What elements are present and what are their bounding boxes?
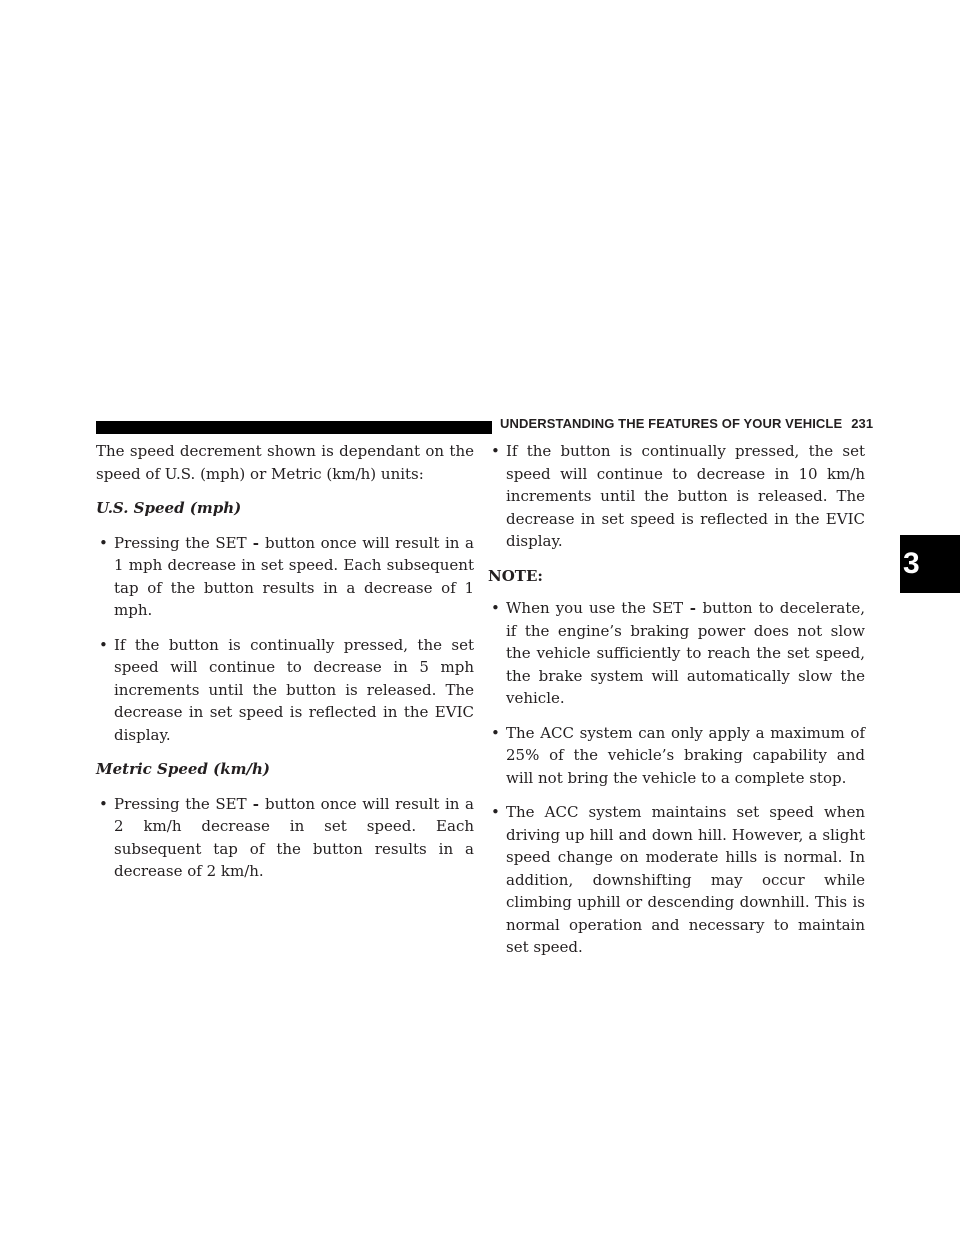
- chapter-tab: 3: [900, 535, 960, 593]
- bullet-icon: •: [99, 635, 108, 654]
- header-rule: [96, 421, 492, 434]
- note-list: [488, 597, 865, 959]
- us-speed-list: [96, 532, 474, 747]
- bullet-icon: •: [491, 599, 500, 617]
- bullet-icon: •: [99, 533, 108, 552]
- right-column: [488, 440, 865, 971]
- us-speed-heading: U.S. Speed (mph): [96, 499, 242, 517]
- note-heading: NOTE:: [488, 566, 543, 585]
- list-item: • Pressing the SET - button once will result in a 2 km/h decrease in set speed. Each subsequent tap of the button results in a decrease of 2 km/h.: [99, 794, 474, 880]
- bullet-icon: •: [491, 803, 500, 821]
- minus-symbol: -: [683, 599, 703, 617]
- page-number: 231: [851, 416, 874, 431]
- intro-paragraph: The speed decrement shown is dependant on the speed of U.S. (mph) or Metric (km/h) units:: [96, 442, 474, 483]
- list-item: • If the button is continually pressed, the set speed will continue to decrease in 5 mph increments until the button is released. The decrease in set speed is reflected in the EVIC display.: [99, 635, 474, 744]
- metric-speed-list: [96, 793, 474, 883]
- metric-speed-heading: Metric Speed (km/h): [96, 760, 270, 778]
- list-item: • The ACC system can only apply a maximum of 25% of the vehicle’s braking capability and will not bring the vehicle to a complete stop.: [491, 723, 865, 787]
- list-item: • If the button is continually pressed, the set speed will continue to decrease in 10 km/h increments until the button is released. The decrease in set speed is reflected in the EVIC display.: [491, 442, 865, 550]
- list-item: • When you use the SET - button to decelerate, if the engine’s braking power does not slow the vehicle sufficiently to reach the set speed, the brake system will automatically slow the vehicle.: [491, 599, 866, 707]
- minus-symbol: -: [246, 794, 266, 813]
- minus-symbol: -: [246, 533, 266, 552]
- bullet-icon: •: [99, 794, 108, 813]
- list-item: • Pressing the SET - button once will result in a 1 mph decrease in set speed. Each subsequent tap of the button results in a decrease of 1 mph.: [99, 533, 474, 619]
- list-item: • The ACC system maintains set speed when driving up hill and down hill. However, a slight speed change on moderate hills is normal. In addition, downshifting may occur while climbing uphill or descending downhill. This is normal operation and necessary to maintain set speed.: [491, 803, 865, 956]
- metric-speed-list-continued: [488, 440, 865, 553]
- header-title: UNDERSTANDING THE FEATURES OF YOUR VEHICLE: [500, 416, 843, 431]
- running-header: [500, 416, 880, 431]
- bullet-icon: •: [491, 723, 500, 742]
- bullet-icon: •: [491, 442, 500, 460]
- left-column: [96, 440, 474, 895]
